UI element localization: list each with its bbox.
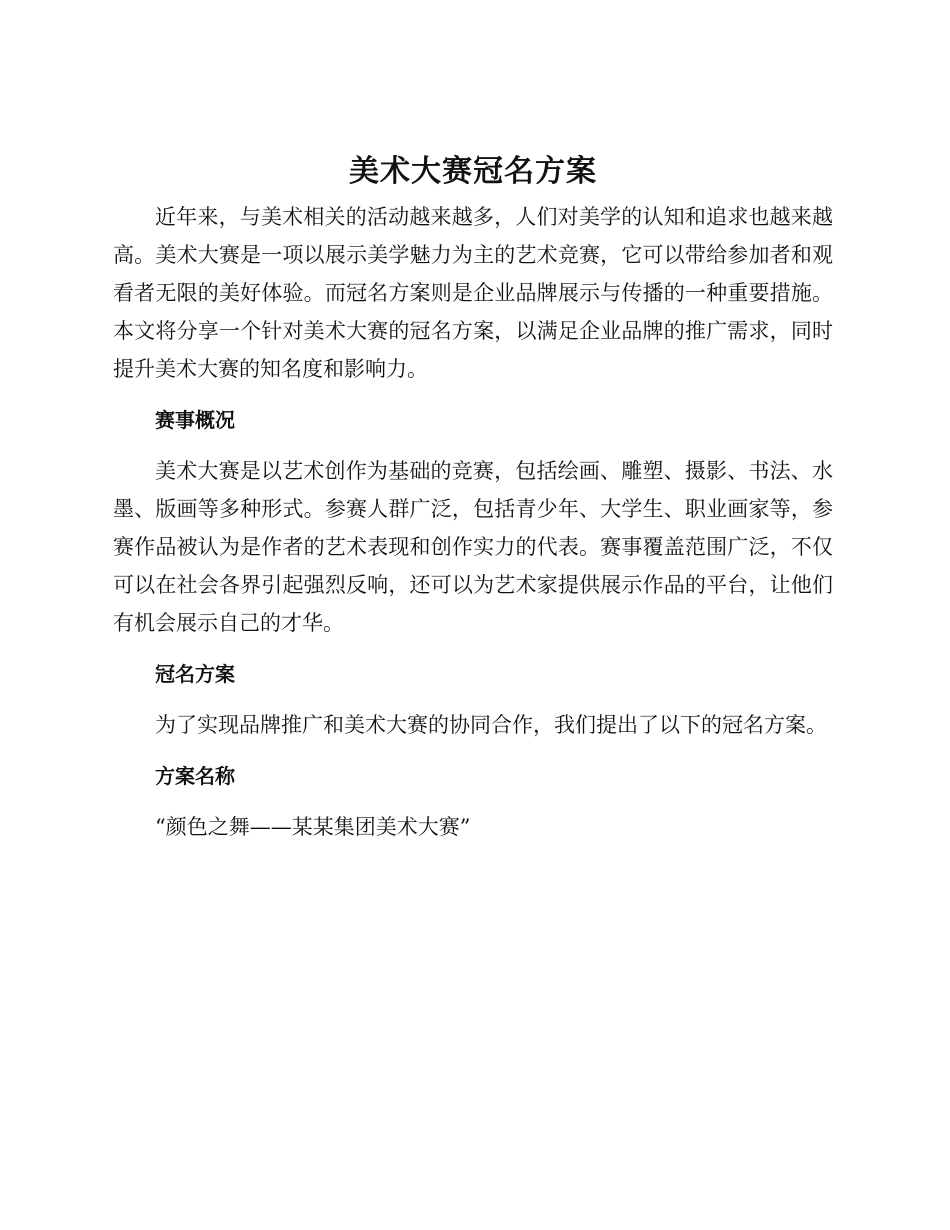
document-title: 美术大赛冠名方案 <box>349 154 597 189</box>
section-heading-plan-name: 方案名称 <box>155 764 235 788</box>
section-heading-overview: 赛事概况 <box>155 408 235 432</box>
section-heading-sponsorship: 冠名方案 <box>155 662 235 686</box>
intro-paragraph: 近年来，与美术相关的活动越来越多，人们对美学的认知和追求也越来越高。美术大赛是一项以展示美学魅力为主的艺术竞赛，它可以带给参加者和观看者无限的美好体验。而冠名方案则是企业品牌展示与传播的一种重要措施。本文将分享一个针对美术大赛的冠名方案，以满足企业品牌的推广需求，同时提升美术大赛的知名度和影响力。 <box>113 205 833 381</box>
section-body-overview: 美术大赛是以艺术创作为基础的竞赛，包括绘画、雕塑、摄影、书法、水墨、版画等多种形式。参赛人群广泛，包括青少年、大学生、职业画家等，参赛作品被认为是作者的艺术表现和创作实力的代表。赛事覆盖范围广泛，不仅可以在社会各界引起强烈反响，还可以为艺术家提供展示作品的平台，让他们有机会展示自己的才华。 <box>113 459 833 635</box>
document-body <box>113 150 833 846</box>
section-body-sponsorship: 为了实现品牌推广和美术大赛的协同合作，我们提出了以下的冠名方案。 <box>155 713 827 737</box>
section-body-plan-name: “颜色之舞——某某集团美术大赛” <box>155 815 471 839</box>
